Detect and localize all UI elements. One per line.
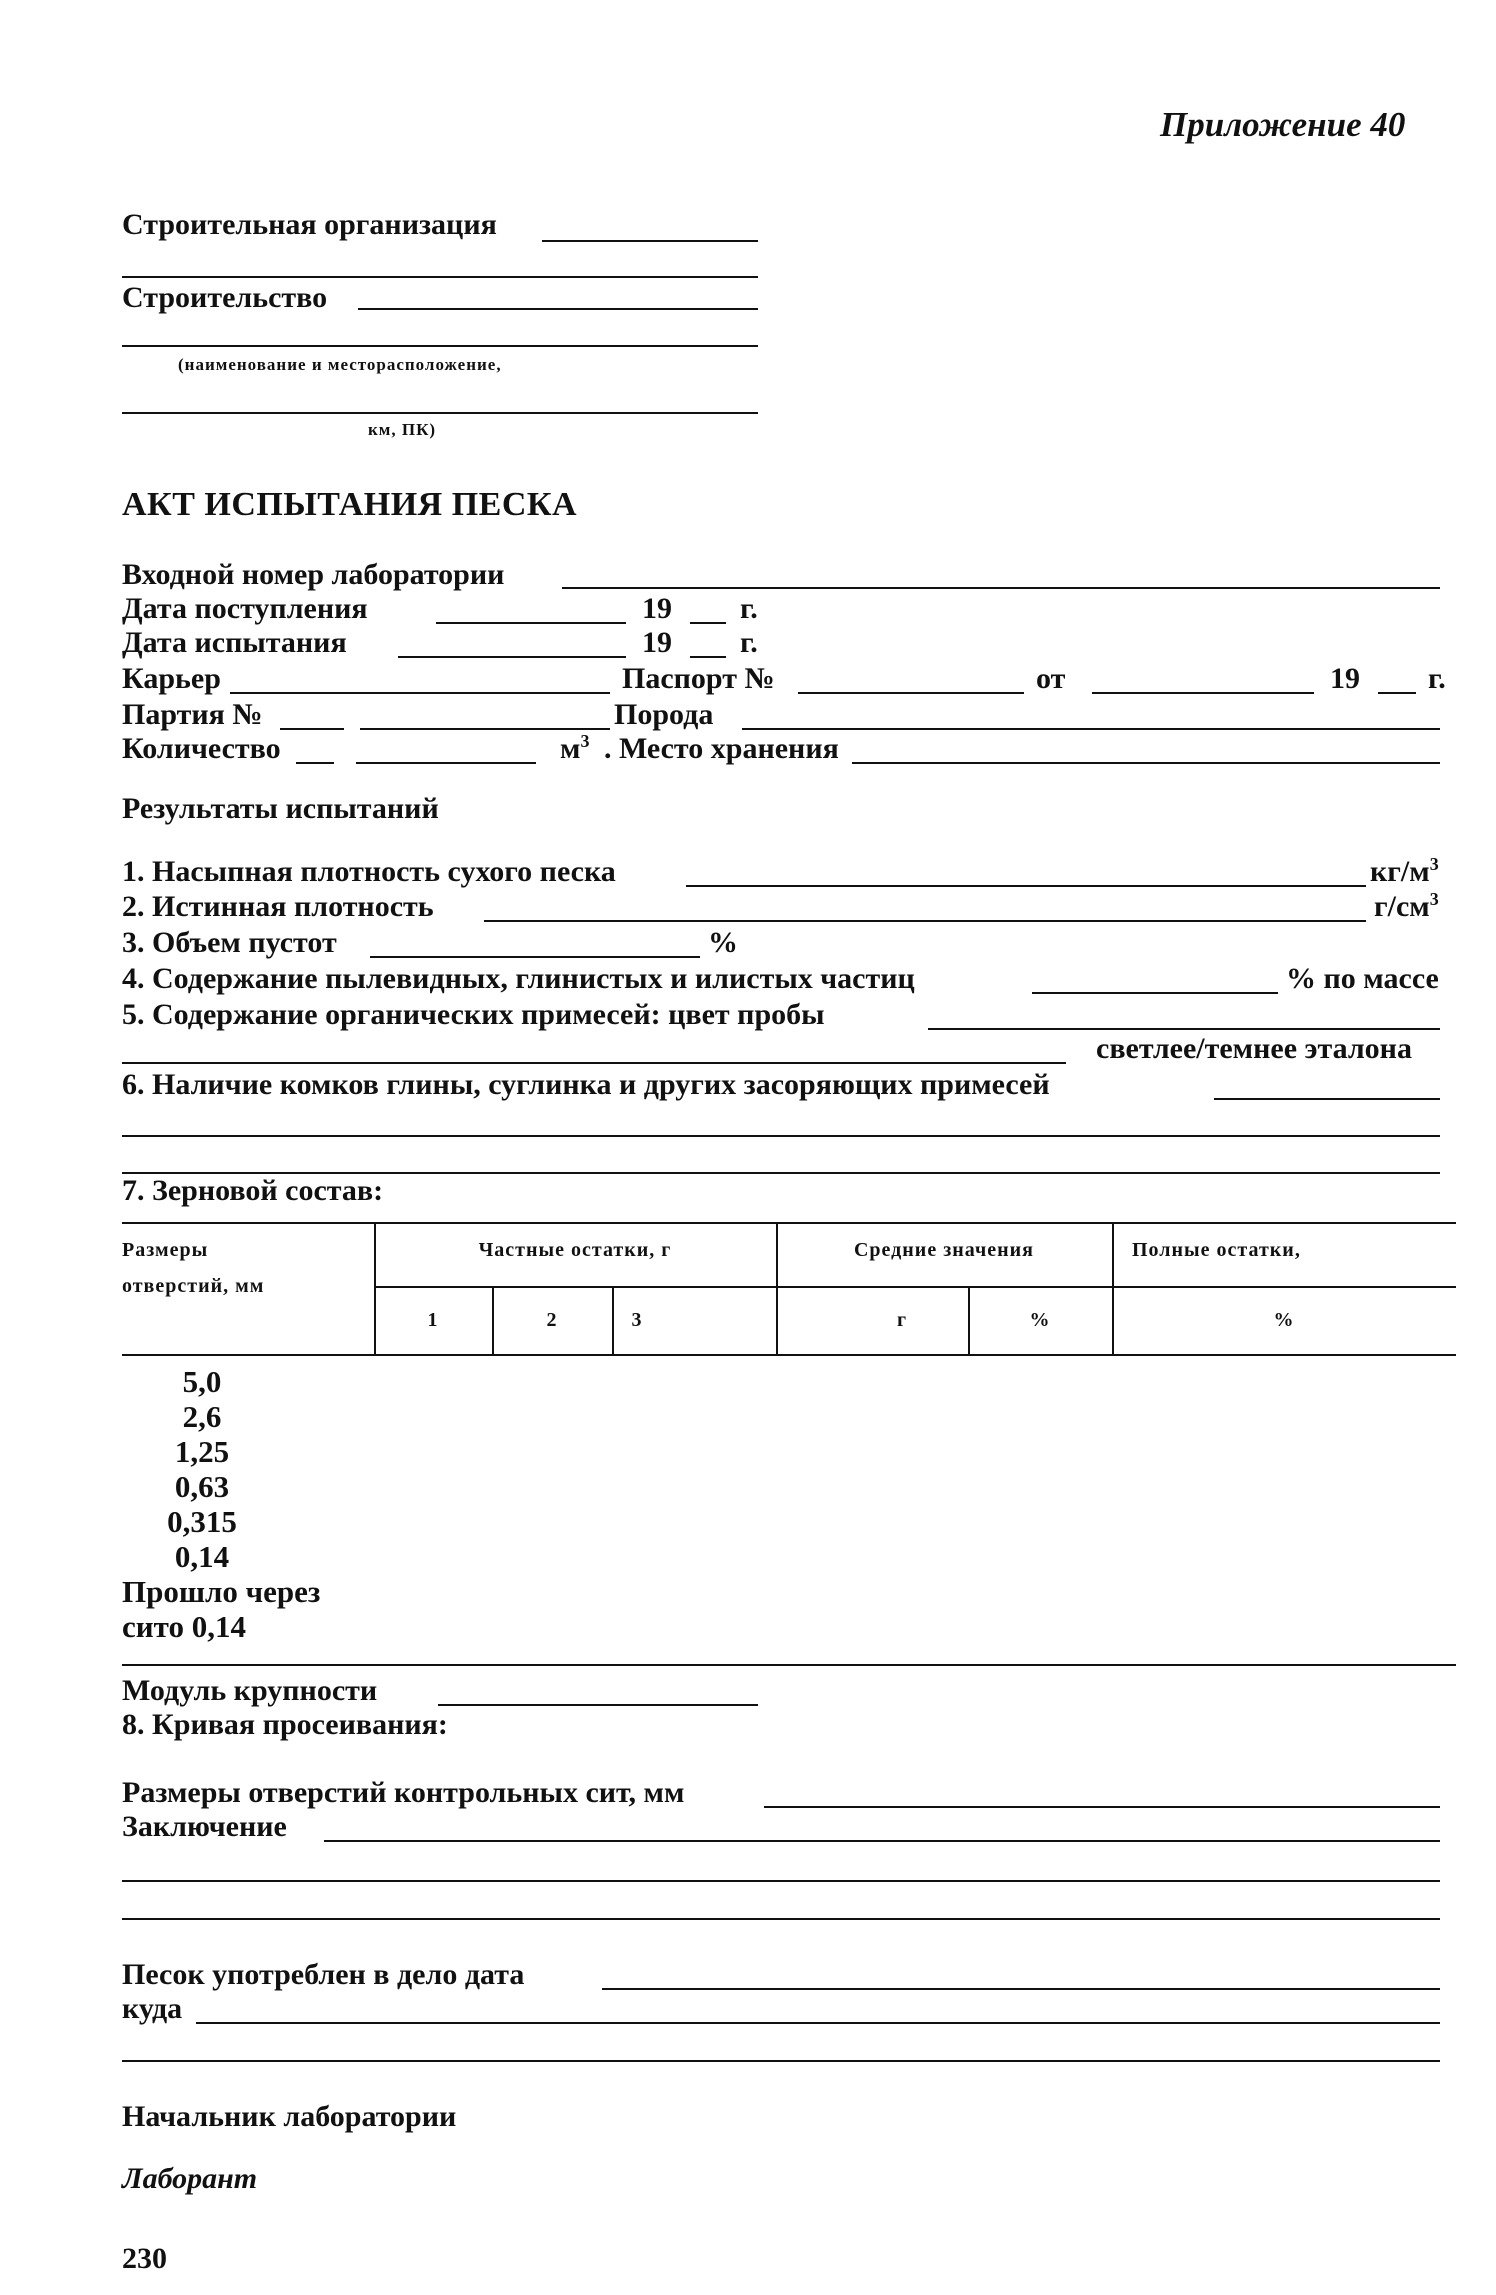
passport-label: Паспорт № xyxy=(622,662,775,695)
passport-year-suffix: г. xyxy=(1428,662,1446,695)
result-6-label: 6. Наличие комков глины, суглинка и других засоряющих примесей xyxy=(122,1068,1050,1101)
table-end-border xyxy=(122,1664,1456,1666)
name-hint-2: км, ПК) xyxy=(368,420,437,439)
quantity-field-a[interactable] xyxy=(296,762,334,764)
passed-through-2: сито 0,14 xyxy=(122,1609,246,1644)
result-6-field-2[interactable] xyxy=(122,1135,1440,1137)
quarry-field[interactable] xyxy=(230,692,610,694)
result-2-field[interactable] xyxy=(484,920,1366,922)
result-2-label: 2. Истинная плотность xyxy=(122,890,434,923)
table-sub-avg-pct: % xyxy=(1029,1309,1051,1331)
result-1-label: 1. Насыпная плотность сухого песка xyxy=(122,855,616,888)
receipt-date-label: Дата поступления xyxy=(122,592,368,625)
sieve-row: 0,14 xyxy=(174,1539,230,1574)
table-sub-2: 2 xyxy=(546,1309,558,1331)
result-4-field[interactable] xyxy=(1032,992,1278,994)
sieve-sizes-label: Размеры отверстий контрольных сит, мм xyxy=(122,1776,685,1809)
passport-date-field[interactable] xyxy=(1092,692,1314,694)
batch-field[interactable] xyxy=(280,728,344,730)
rock-label: Порода xyxy=(614,698,714,731)
test-date-field[interactable] xyxy=(398,656,626,658)
page-number: 230 xyxy=(122,2242,167,2275)
test-year-field[interactable] xyxy=(690,656,726,658)
passport-field[interactable] xyxy=(798,692,1024,694)
result-3-unit: % xyxy=(708,926,738,959)
modulus-label: Модуль крупности xyxy=(122,1674,378,1707)
test-date-label: Дата испытания xyxy=(122,626,347,659)
passed-through-1: Прошло через xyxy=(122,1574,321,1609)
passport-year-prefix: 19 xyxy=(1330,662,1360,695)
conclusion-label: Заключение xyxy=(122,1810,287,1843)
construction-label: Строительство xyxy=(122,281,328,314)
table-header-avg: Средние значения xyxy=(853,1239,1034,1261)
result-3-field[interactable] xyxy=(370,956,700,958)
used-where-field-2[interactable] xyxy=(122,2060,1440,2062)
used-date-field[interactable] xyxy=(602,1988,1440,1990)
used-where-field[interactable] xyxy=(196,2022,1440,2024)
head-of-lab-label: Начальник лаборатории xyxy=(122,2100,457,2133)
batch-label: Партия № xyxy=(122,698,263,731)
passport-from-label: от xyxy=(1036,662,1066,695)
table-sub-full-pct: % xyxy=(1273,1309,1295,1331)
result-1-field[interactable] xyxy=(686,885,1366,887)
result-7-label: 7. Зерновой состав: xyxy=(122,1174,384,1207)
conclusion-field[interactable] xyxy=(324,1840,1440,1842)
construction-org-field-2[interactable] xyxy=(122,276,758,278)
used-date-label: Песок употреблен в дело дата xyxy=(122,1958,525,1991)
modulus-field[interactable] xyxy=(438,1704,758,1706)
batch-field-2[interactable] xyxy=(360,728,610,730)
storage-label: . Место хранения xyxy=(604,732,839,765)
result-6-field[interactable] xyxy=(1214,1098,1440,1100)
receipt-year-prefix: 19 xyxy=(642,592,672,625)
quantity-label: Количество xyxy=(122,732,281,765)
table-header-sizes-2: отверстий, мм xyxy=(122,1275,265,1297)
receipt-year-suffix: г. xyxy=(740,592,758,625)
table-mid-border xyxy=(374,1286,1456,1288)
table-top-border xyxy=(122,1222,1456,1224)
name-hint-1: (наименование и месторасположение, xyxy=(178,355,502,374)
item-8-label: 8. Кривая просеивания: xyxy=(122,1708,448,1741)
result-3-label: 3. Объем пустот xyxy=(122,926,337,959)
result-4-label: 4. Содержание пылевидных, глинистых и илистых частиц xyxy=(122,962,915,995)
result-5-label: 5. Содержание органических примесей: цвет пробы xyxy=(122,998,825,1031)
result-4-unit: % по массе xyxy=(1286,962,1439,995)
result-5-field[interactable] xyxy=(928,1028,1440,1030)
construction-org-label: Строительная организация xyxy=(122,208,497,241)
sieve-row: 5,0 xyxy=(182,1364,222,1399)
result-5-field-2[interactable] xyxy=(122,1062,1066,1064)
table-header-full: Полные остатки, xyxy=(1132,1239,1301,1261)
sieve-row: 2,6 xyxy=(182,1399,222,1434)
result-5-tail: светлее/темнее эталона xyxy=(1096,1032,1412,1065)
storage-field[interactable] xyxy=(852,762,1440,764)
construction-field[interactable] xyxy=(358,308,758,310)
conclusion-field-3[interactable] xyxy=(122,1918,1440,1920)
receipt-date-field[interactable] xyxy=(436,622,626,624)
lab-number-label: Входной номер лаборатории xyxy=(122,558,505,591)
table-header-partial: Частные остатки, г xyxy=(478,1239,672,1261)
construction-org-field[interactable] xyxy=(542,240,758,242)
table-col-divider-3 xyxy=(1112,1222,1114,1354)
sieve-row: 1,25 xyxy=(174,1434,230,1469)
rock-field[interactable] xyxy=(742,728,1440,730)
assistant-label: Лаборант xyxy=(122,2162,258,2195)
result-1-unit: $кг/м^3$ xyxy=(1370,854,1439,888)
table-sub-avg-g: г xyxy=(896,1309,908,1331)
quarry-label: Карьер xyxy=(122,662,221,695)
quantity-unit: $м^3$ xyxy=(560,731,590,765)
doc-title: АКТ ИСПЫТАНИЯ ПЕСКА xyxy=(122,486,578,523)
conclusion-field-2[interactable] xyxy=(122,1880,1440,1882)
test-year-suffix: г. xyxy=(740,626,758,659)
test-year-prefix: 19 xyxy=(642,626,672,659)
used-where-label: куда xyxy=(122,1992,183,2025)
construction-field-2[interactable] xyxy=(122,345,758,347)
table-header-sizes: Размеры xyxy=(122,1239,209,1261)
construction-field-3[interactable] xyxy=(122,412,758,414)
appendix-label: Приложение 40 xyxy=(1160,105,1406,144)
quantity-field[interactable] xyxy=(356,762,536,764)
sieve-sizes-field[interactable] xyxy=(764,1806,1440,1808)
sieve-row: 0,315 xyxy=(167,1504,237,1539)
table-bottom-border xyxy=(122,1354,1456,1356)
table-sub-1: 1 xyxy=(427,1309,439,1331)
passport-year-field[interactable] xyxy=(1378,692,1416,694)
table-sub-3: 3 xyxy=(631,1309,643,1331)
lab-number-field[interactable] xyxy=(562,587,1440,589)
receipt-year-field[interactable] xyxy=(690,622,726,624)
sieve-row: 0,63 xyxy=(174,1469,230,1504)
result-2-unit: $г/см^3$ xyxy=(1374,889,1439,923)
results-heading: Результаты испытаний xyxy=(122,792,439,825)
